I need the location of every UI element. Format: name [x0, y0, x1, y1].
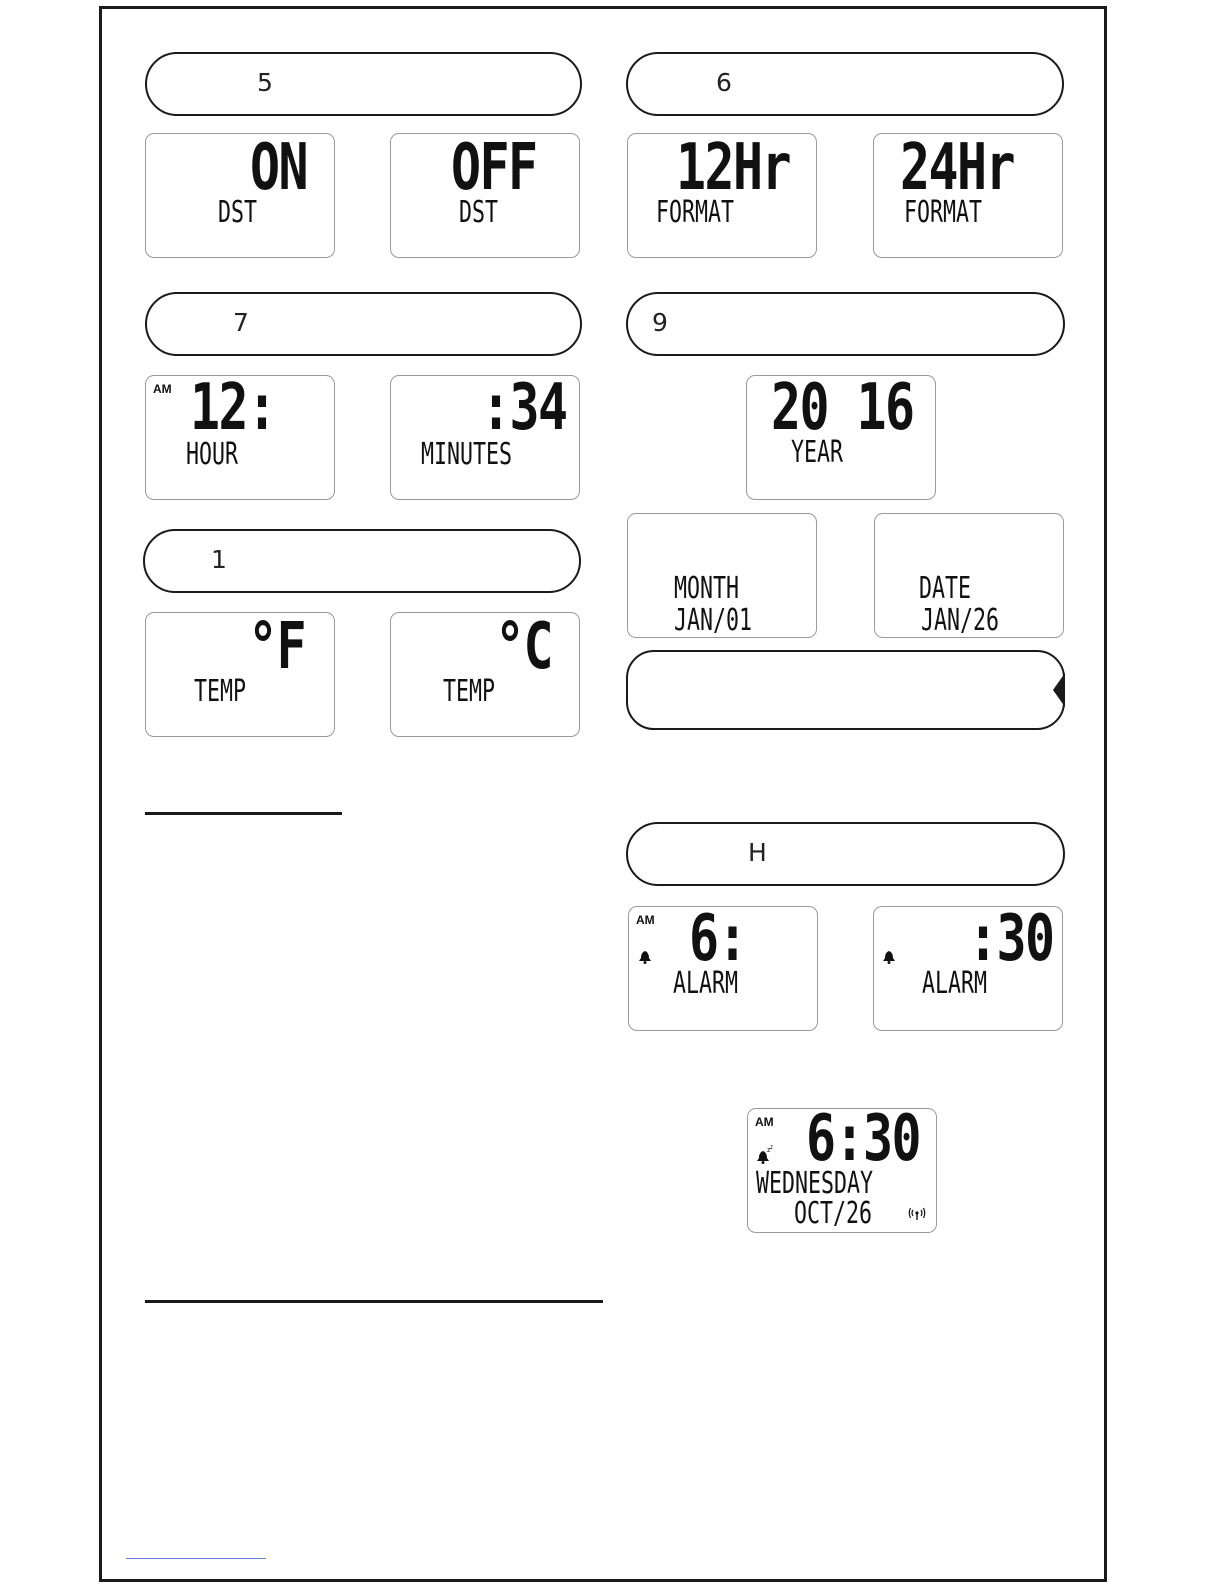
lcd-label: ALARM: [922, 966, 988, 1001]
am-indicator: AM: [755, 1115, 774, 1129]
lcd-24hr-format: [873, 133, 1063, 258]
lcd-year: [746, 375, 936, 500]
lcd-main-value: ON: [250, 133, 307, 205]
lcd-label: ALARM: [673, 966, 739, 1001]
step-9-pill: [626, 292, 1065, 356]
am-indicator: AM: [636, 913, 655, 927]
radio-signal-icon: [908, 1207, 926, 1221]
lcd-main-value: 20 16: [771, 375, 914, 445]
lcd-main-value: 6:: [689, 906, 746, 976]
snooze-bell-icon: [756, 1145, 774, 1165]
lcd-final-display: [747, 1108, 937, 1233]
step-number: 5: [257, 68, 273, 97]
lcd-dst-on: [145, 133, 335, 258]
lcd-main-value: 12Hr: [676, 133, 790, 205]
lcd-main-value: °C: [495, 612, 552, 684]
lcd-12hr-format: [627, 133, 817, 258]
step-number: 9: [652, 308, 668, 337]
lcd-main-value: :30: [968, 906, 1054, 976]
step-number: 6: [716, 68, 732, 97]
section-rule: [145, 812, 342, 815]
blank-pill: [626, 650, 1065, 730]
step-h-pill: [626, 822, 1065, 886]
lcd-label: YEAR: [791, 435, 844, 470]
lcd-value: JAN/26: [921, 603, 1000, 638]
step-number: 1: [211, 545, 227, 574]
lcd-main-value: 12:: [190, 375, 276, 445]
lcd-label: DST: [459, 195, 499, 230]
lcd-temp-c: [390, 612, 580, 737]
lcd-label: TEMP: [443, 674, 496, 709]
lcd-date: [874, 513, 1064, 638]
footnote-separator: [126, 1558, 266, 1559]
svg-text:z: z: [767, 1147, 771, 1154]
lcd-hour: [145, 375, 335, 500]
step-number: H: [748, 838, 767, 867]
svg-text:z: z: [770, 1145, 773, 1151]
lcd-main-value: 24Hr: [900, 133, 1014, 205]
lcd-label: MINUTES: [421, 437, 513, 472]
lcd-value: JAN/01: [674, 603, 753, 638]
lcd-label: MONTH: [674, 571, 740, 606]
lcd-label: FORMAT: [904, 195, 983, 230]
lcd-main-value: °F: [248, 612, 305, 684]
step-7-pill: [145, 292, 582, 356]
lcd-label: HOUR: [186, 437, 239, 472]
lcd-label: DATE: [919, 571, 972, 606]
lcd-main-value: :34: [481, 375, 567, 445]
lcd-dst-off: [390, 133, 580, 258]
am-indicator: AM: [153, 382, 172, 396]
lcd-alarm-minutes: [873, 906, 1063, 1031]
step-6-pill: [626, 52, 1064, 116]
lcd-label: DST: [218, 195, 258, 230]
lcd-label: TEMP: [194, 674, 247, 709]
step-1-pill: [143, 529, 581, 593]
lcd-date: OCT/26: [794, 1196, 873, 1231]
arrow-left-icon: [1051, 673, 1065, 707]
lcd-alarm-hour: [628, 906, 818, 1031]
lcd-main-value: 6:30: [806, 1108, 920, 1176]
bell-icon: [638, 950, 652, 964]
lcd-label: FORMAT: [656, 195, 735, 230]
lcd-temp-f: [145, 612, 335, 737]
lcd-main-value: OFF: [451, 133, 537, 205]
lcd-minutes: [390, 375, 580, 500]
step-5-pill: [145, 52, 582, 116]
lcd-day: WEDNESDAY: [756, 1166, 874, 1201]
section-rule: [145, 1300, 603, 1303]
bell-icon: [882, 950, 896, 964]
step-number: 7: [233, 308, 249, 337]
lcd-month: [627, 513, 817, 638]
